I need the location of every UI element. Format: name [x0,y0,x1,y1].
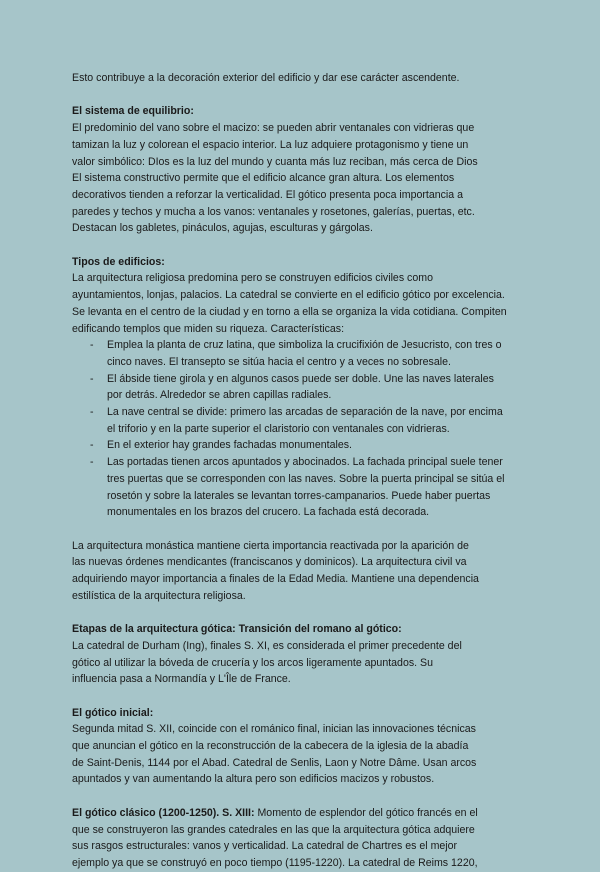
inicial-heading: El gótico inicial: [72,706,154,719]
etapas-paragraph: La catedral de Durham (Ing), finales S. XI, es considerada el primer precedente del gótico al utilizar la bóveda de crucería y los arcos ligeramente apuntados. Su influencia pasa a Normandía y L'Île de France. [72,639,462,686]
caracteristicas-list [72,337,530,521]
clasico-heading: El gótico clásico (1200-1250). S. XIII: [72,806,255,819]
list-item: - El ábside tiene girola y en algunos casos puede ser doble. Une las naves laterales por detrás. Alrededor se abren capillas radiales. [72,371,530,404]
intro-paragraph: Esto contribuye a la decoración exterior del edificio y dar ese carácter ascendente. [72,72,460,84]
list-item: - La nave central se divide: primero las arcadas de separación de la nave, por encima el triforio y en la parte superior el claristorio con ventanales con vidrieras. [72,404,530,437]
tipos-heading: Tipos de edificios: [72,255,165,268]
inicial-paragraph: Segunda mitad S. XII, coincide con el románico final, inician las innovaciones técnicas que anuncian el gótico en la reconstrucción de la cabecera de la iglesia de la abadía de Saint-Denis, 1144 por el Abad. Catedral de Senlis, Laon y Notre Dâme. Usan arcos apuntados y van aumentando la altura pero son edificios macizos y robustos. [72,723,477,786]
list-item: - Emplea la planta de cruz latina, que simboliza la crucifixión de Jesucristo, con tres o cinco naves. El transepto se sitúa hacia el centro y a veces no sobresale. [72,337,530,370]
clasico-paragraph: El gótico clásico (1200-1250). S. XIII: Momento de esplendor del gótico francés en el que se construyeron las grandes catedrales en las que la arquitectura gótica adquiere sus rasgos estructurales: vanos y verticalidad. La catedral de Chartres es el mejor ejemplo ya que se construyó en poco tiempo (1195-1220). La catedral de Reims 1220, [72,806,478,869]
equilibrio-paragraph: El predominio del vano sobre el macizo: se pueden abrir ventanales con vidrieras que tamizan la luz y colorean el espacio interior. La luz adquiere protagonismo y tiene un valor simbólico: DIos es la luz del mundo y cuanta más luz reciban, más cerca de Dios El sistema constructivo permite que el edificio alcance gran altura. Los elementos decorativos tienden a reforzar la verticalidad. El gótico presenta poca importancia a paredes y techos y mucha a los vanos: ventanales y rosetones, galerías, puertas, etc. Destacan los gabletes, pináculos, agujas, esculturas y gárgolas. [72,122,478,235]
tipos-paragraph: La arquitectura religiosa predomina pero se construyen edificios civiles como ayuntamientos, lonjas, palacios. La catedral se convierte en el edificio gótico por excelencia. Se levanta en el centro de la ciudad y en torno a ella se organiza la vida cotidiana. Compiten edificando templos que miden su riqueza. Características: [72,272,507,335]
monastica-paragraph: La arquitectura monástica mantiene cierta importancia reactivada por la aparición de las nuevas órdenes mendicantes (franciscanos y dominicos). La arquitectura civil va adquiriendo mayor importancia a finales de la Edad Media. Mantiene una dependencia estilística de la arquitectura religiosa. [72,539,479,602]
list-item: - En el exterior hay grandes fachadas monumentales. [72,437,530,454]
list-item: - Las portadas tienen arcos apuntados y abocinados. La fachada principal suele tener tres puertas que se corresponden con las naves. Sobre la puerta principal se sitúa el rosetón y sobre la laterales se levantan torres-campanarios. Puede haber puertas monumentales en los brazos del crucero. La fachada está decorada. [72,454,530,521]
etapas-heading: Etapas de la arquitectura gótica: Transición del romano al gótico: [72,623,402,636]
equilibrio-heading: El sistema de equilibrio: [72,105,194,118]
document-page [72,70,530,872]
